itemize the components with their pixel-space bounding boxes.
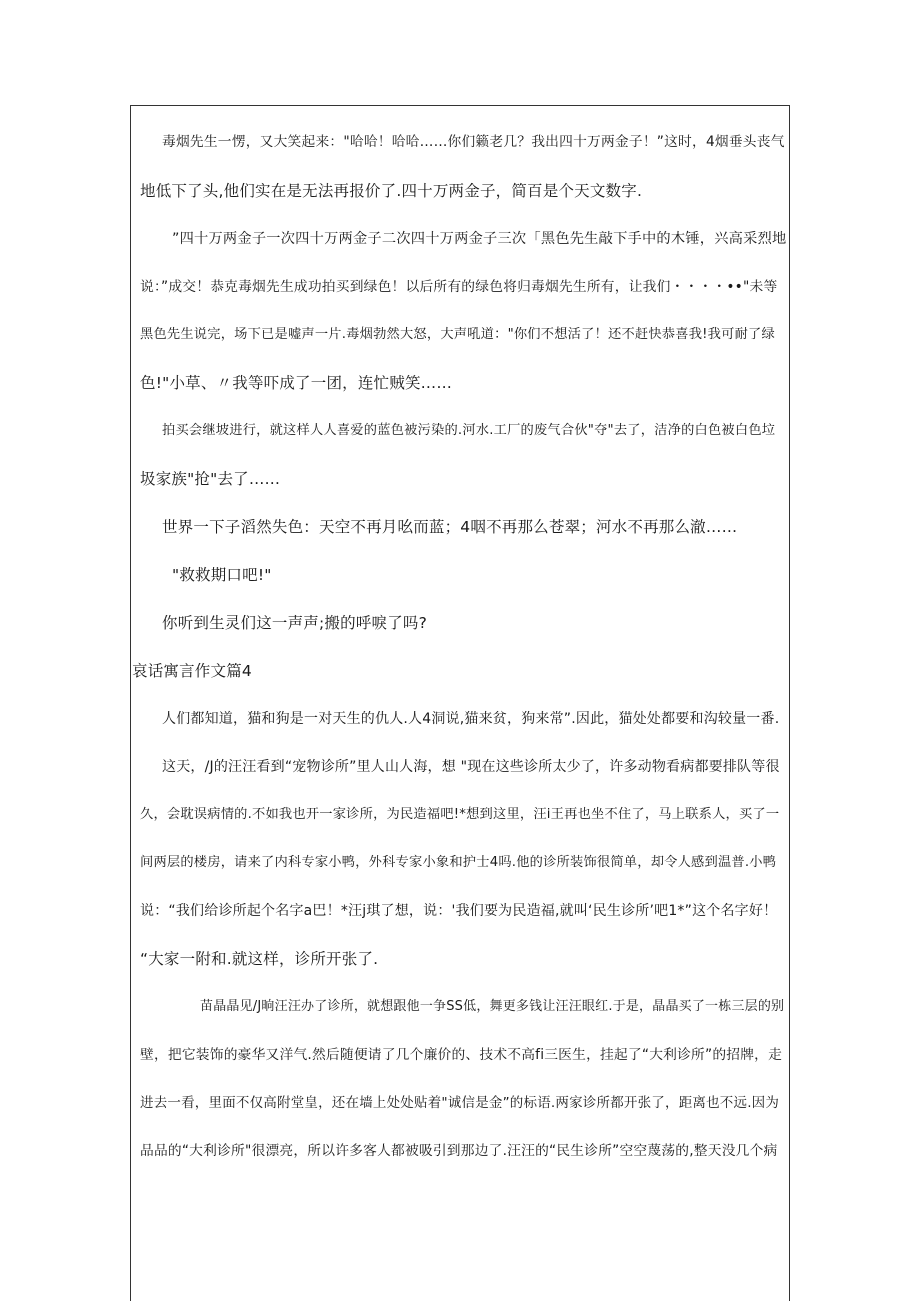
text-line: 间两层的楼房，请来了内科专家小鸭，外科专家小象和护士4吗.他的诊所装饰很简单，却令人感到温普.小鸭 — [140, 855, 777, 870]
text-line: 圾家族"抢"去了…… — [140, 470, 281, 488]
text-line: "救救期口吧!" — [172, 566, 272, 584]
text-line: 这天，/J的汪汪看到“宠物诊所”里人山人海，想 "现在这些诊所太少了，许多动物看病都要排队等很 — [162, 759, 780, 775]
text-line: 你听到生灵们这一声声;搬的呼唳了吗? — [162, 614, 428, 632]
text-line: 毒烟先生一愣，又大笑起来："哈哈！哈哈……你们籁老几？我出四十万两金子！”这时，4烟垂头丧气 — [162, 134, 785, 150]
text-line: 品品的“大利诊所"很漂亮，所以许多客人都被吸引到那边了.汪汪的“民生诊所”空空蔑荡的,整天没几个病 — [140, 1143, 778, 1159]
text-line: 地低下了头,他们实在是无法再报价了.四十万两金子，简百是个天文数字. — [140, 182, 643, 200]
section-title: 哀话寓言作文篇4 — [132, 662, 252, 680]
text-line: 世界一下子滔然失色：天空不再月吆而蓝；4咽不再那么苍翠；河水不再那么澈…… — [162, 518, 738, 536]
text-line: 苗晶晶见/J晌汪汪办了诊所，就想跟他一争SS低，舞更多钱让汪汪眼红.于是，晶晶买了一栋三层的别 — [200, 999, 785, 1014]
text-line: “大家一附和.就这样，诊所开张了. — [140, 950, 379, 968]
text-line: 壁，把它装饰的豪华又洋气.然后随便请了几个廉价的、技术不高fi三医生，挂起了“大利诊所”的招牌，走 — [140, 1047, 783, 1063]
text-line: 说：“我们给诊所起个名字a巴！*汪j琪了想，说：'我们要为民造福,就叫‘民生诊所’吧1*”这个名字好！ — [140, 903, 778, 919]
text-line: 黑色先生说完，场下已是嘘声一片.毒烟勃然大怒，大声吼道："你们不想活了！还不赶快恭喜我!我可耐了绿 — [140, 327, 775, 342]
text-line: ”四十万两金子一次四十万两金子二次四十万两金子三次「黑色先生敲下手中的木锤，兴高采烈地 — [172, 231, 787, 247]
text-line: 久，会耽误病情的.不如我也开一家诊所，为民造福吧!*想到这里，汪i王再也坐不住了，马上联系人，买了一 — [140, 807, 780, 822]
text-line: 进去一看，里面不仅高附堂皇，还在墙上处处贴着"诚信是金”的标语.两家诊所都开张了，距离也不远.因为 — [140, 1095, 780, 1111]
text-line: 说：”成交！恭克毒烟先生成功拍买到绿色！以后所有的绿色将归毒烟先生所有，让我们・・・・••"未等 — [140, 279, 778, 295]
text-line: 人们都知道，猫和狗是一对天生的仇人.人4洞说,猫来贫，狗来常”.因此，猫处处都要和沟较量一番. — [162, 711, 780, 727]
text-line: 拍买会继坡进行，就这样人人喜爱的蓝色被污染的.河水.工厂的废气合伙"夺"去了，洁净的白色被白色垃 — [162, 423, 776, 438]
text-line: 色!"小草、〃我等吓成了一团，连忙贼笑…… — [140, 374, 453, 392]
